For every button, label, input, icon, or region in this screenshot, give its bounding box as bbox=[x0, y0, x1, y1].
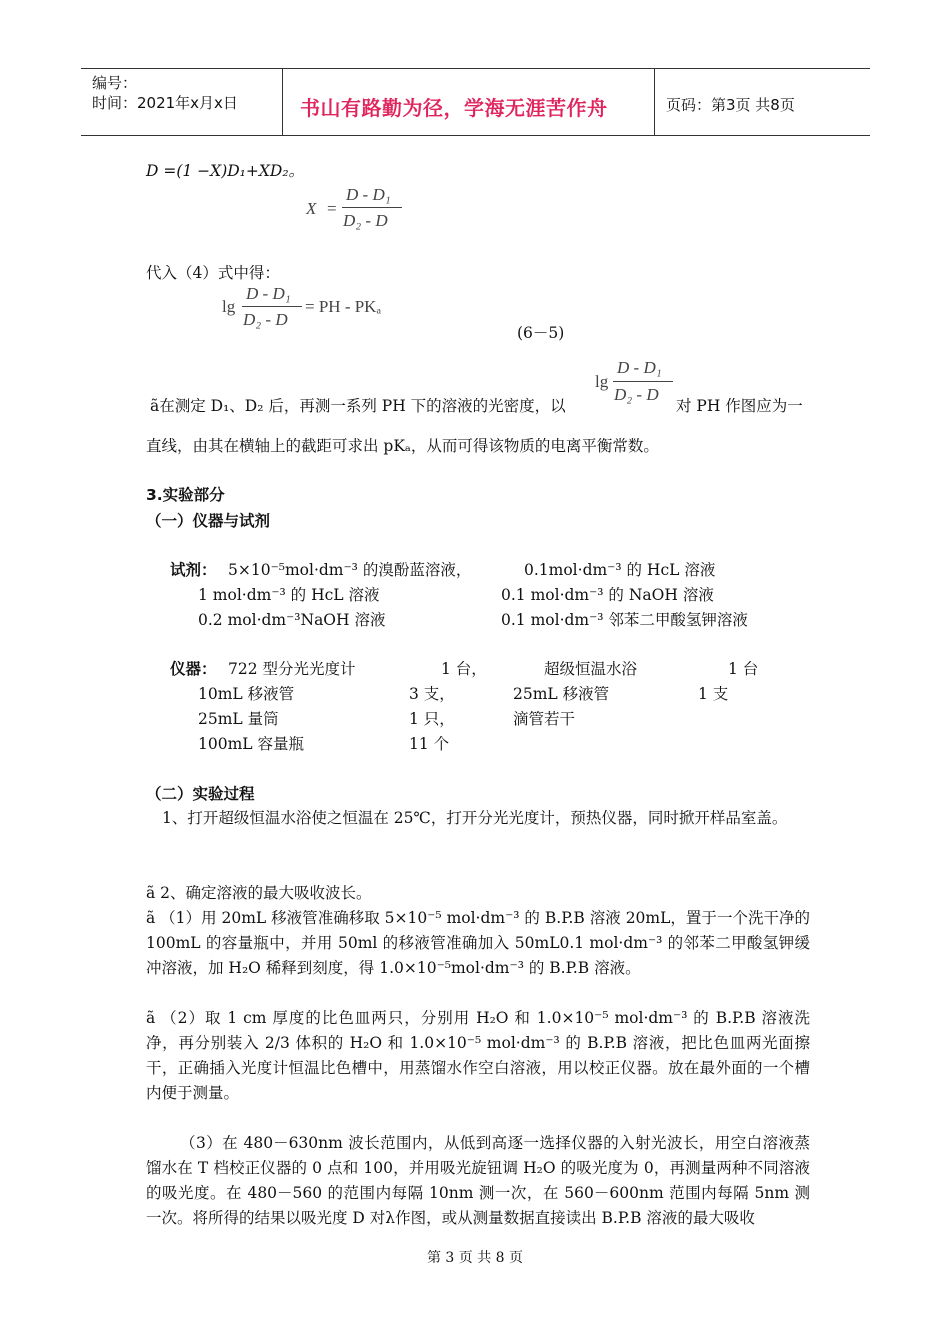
reagent-row3-left: 0.2 mol·dm⁻³NaOH 溶液 bbox=[198, 611, 386, 629]
instrument-qty: 3 支， bbox=[409, 685, 455, 703]
paragraph-1-end: 对 PH 作图应为一 bbox=[676, 397, 803, 415]
subsection-2-heading: （二）实验过程 bbox=[146, 785, 255, 803]
equation-X-fraction-bar bbox=[342, 207, 402, 208]
subsection-1-heading: （一）仪器与试剂 bbox=[146, 512, 271, 530]
header-top-rule bbox=[81, 68, 870, 69]
substitution-intro: 代入（4）式中得： bbox=[146, 264, 280, 282]
step-2: ã 2、确定溶液的最大吸收波长。 bbox=[146, 884, 372, 902]
instrument-qty: 1 只， bbox=[409, 710, 455, 728]
equation-lg: lg bbox=[222, 297, 236, 316]
reagent-row2-left: 1 mol·dm⁻³ 的 HcL 溶液 bbox=[198, 586, 380, 604]
reagent-row3-right: 0.1 mol·dm⁻³ 邻苯二甲酸氢钾溶液 bbox=[501, 611, 748, 629]
reagent-row1-right: 0.1mol·dm⁻³ 的 HcL 溶液 bbox=[524, 561, 716, 579]
reagent-row1-left: 5×10⁻⁵mol·dm⁻³ 的溴酚蓝溶液， bbox=[228, 561, 472, 579]
instrument-qty-2: 1 支 bbox=[698, 685, 729, 703]
step-2-3: （3）在 480－630nm 波长范围内，从低到高逐一选择仪器的入射光波长，用空白溶液蒸馏水在 T 档校正仪器的 0 点和 100，并用吸光旋钮调 H₂O 的吸光度为 0，再测量两种不同溶液的吸光度。在 480－560 的范围内每隔 10nm 测一次，在 560－600nm 范围内每隔 5nm 测一次。将所得的结果以吸光度 D 对λ作图，或从测量数据直接读出 B.P.B 溶液的最大吸收 bbox=[146, 1134, 810, 1227]
header-divider-right bbox=[654, 68, 655, 136]
step-2-1: ã （1）用 20mL 移液管准确移取 5×10⁻⁵ mol·dm⁻³ 的 B.P.B 溶液 20mL，置于一个洗干净的 100mL 的容量瓶中，并用 50ml 的移液管准确加入 50mL0.1 mol·dm⁻³ 的邻苯二甲酸氢钾缓冲溶液，加 H₂O 稀释到刻度，得 1.0×10⁻⁵mol·dm⁻³ 的 B.P.B 溶液。 bbox=[146, 909, 810, 977]
section-3-heading: 3.实验部分 bbox=[146, 486, 225, 504]
instrument-name: 10mL 移液管 bbox=[198, 685, 295, 703]
equation-number: (6－5) bbox=[517, 324, 565, 342]
instrument-name-2: 25mL 移液管 bbox=[513, 685, 610, 703]
step-1: 1、打开超级恒温水浴使之恒温在 25℃，打开分光光度计，预热仪器，同时掀开样品室盖。 bbox=[162, 809, 788, 827]
instrument-name-2: 滴管若干 bbox=[513, 710, 576, 728]
equation-X-denominator: D₂ - D bbox=[343, 211, 388, 230]
reagents-label: 试剂： bbox=[170, 561, 217, 579]
reagent-row2-right: 0.1 mol·dm⁻³ 的 NaOH 溶液 bbox=[501, 586, 714, 604]
equation-lg-numerator: D - D₁ bbox=[246, 284, 291, 303]
header-bottom-rule bbox=[81, 135, 870, 136]
time-label: 时间：2021年x月x日 bbox=[92, 94, 238, 112]
equation-X-lhs: X bbox=[306, 199, 317, 218]
instrument-qty: 1 台， bbox=[441, 660, 487, 678]
instrument-name-2: 超级恒温水浴 bbox=[544, 660, 638, 678]
inline-fraction-numerator: D - D₁ bbox=[617, 358, 662, 377]
inline-fraction-bar bbox=[613, 381, 673, 382]
paragraph-1-line2: 直线，由其在横轴上的截距可求出 pKₐ，从而可得该物质的电离平衡常数。 bbox=[146, 437, 659, 455]
paragraph-1-start: ã在测定 D₁、D₂ 后，再测一系列 PH 下的溶液的光密度，以 bbox=[150, 397, 566, 415]
equation-X-numerator: D - D₁ bbox=[346, 185, 391, 204]
instrument-name: 100mL 容量瓶 bbox=[198, 735, 305, 753]
instrument-qty: 11 个 bbox=[409, 735, 450, 753]
instrument-name: 722 型分光光度计 bbox=[228, 660, 356, 678]
inline-fraction-denominator: D₂ - D bbox=[614, 385, 659, 404]
equation-lg-denominator: D₂ - D bbox=[243, 310, 288, 329]
page-footer: 第 3 页 共 8 页 bbox=[426, 1250, 524, 1266]
inline-lg: lg bbox=[595, 372, 609, 391]
equation-X-equals: = bbox=[327, 199, 337, 218]
instrument-qty-2: 1 台 bbox=[728, 660, 759, 678]
equation-lg-rhs: = PH - PKₐ bbox=[305, 297, 382, 316]
instruments-label: 仪器： bbox=[170, 660, 217, 678]
header-motto: 书山有路勤为径，学海无涯苦作舟 bbox=[300, 96, 608, 120]
header-divider-left bbox=[282, 68, 283, 136]
equation-lg-fraction-bar bbox=[242, 306, 302, 307]
header-page-info: 页码：第3页 共8页 bbox=[666, 96, 795, 114]
instrument-name: 25mL 量筒 bbox=[198, 710, 279, 728]
serial-label: 编号： bbox=[92, 74, 138, 92]
equation-D: D =(1 −X)D₁+XD₂。 bbox=[146, 162, 305, 180]
step-2-2: ã （2）取 1 cm 厚度的比色皿两只，分别用 H₂O 和 1.0×10⁻⁵ mol·dm⁻³ 的 B.P.B 溶液洗净，再分别装入 2/3 体积的 H₂O 和 1.0×10⁻⁵ mol·dm⁻³ 的 B.P.B 溶液，把比色皿两光面擦干，正确插入光度计恒温比色槽中，用蒸馏水作空白溶液，用以校正仪器。放在最外面的一个槽内便于测量。 bbox=[146, 1009, 810, 1102]
